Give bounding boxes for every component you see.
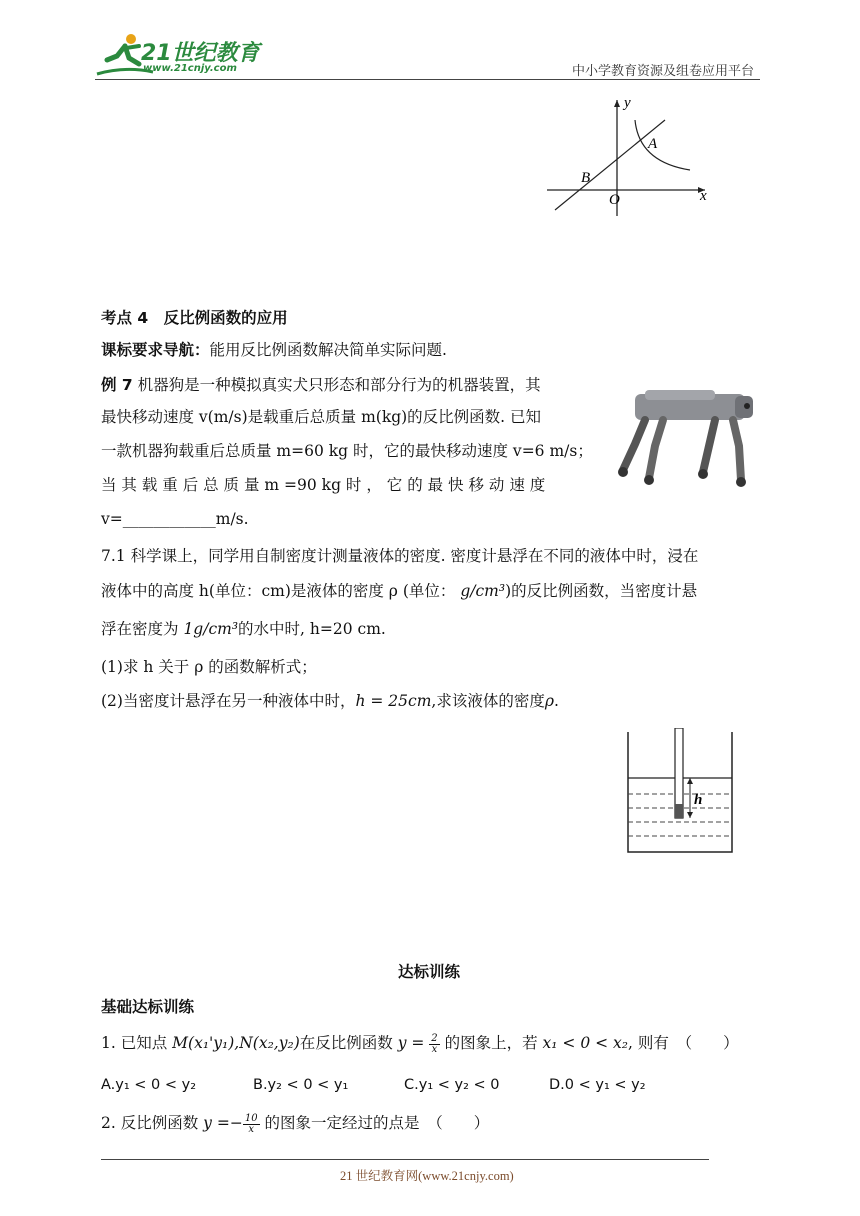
example7-line2: 最快移动速度 v(m/s)是载重后总质量 m(kg)的反比例函数. 已知 [101,408,542,426]
q1-points: M(x₁'y₁),N(x₂,y₂) [172,1034,300,1052]
training-title: 达标训练 [398,963,461,981]
problem71-q1: (1)求 h 关于 ρ 的函数解析式； [101,658,317,676]
option-b[interactable]: B.y₂ < 0 < y₁ [253,1077,349,1093]
x-axis-label: x [700,188,707,204]
origin-label: O [609,192,620,208]
problem71-line1: 7.1 科学课上，同学用自制密度计测量液体的密度. 密度计悬浮在不同的液体中时，浸在 [101,547,699,565]
header-divider [95,79,760,80]
nav-line [101,339,447,361]
point-a-label: A [648,136,658,152]
height-label: h [694,792,703,808]
q2-fraction: $\frac{10}{x}$ [244,1112,258,1135]
option-c[interactable]: C.y₁ < y₂ < 0 [404,1077,500,1093]
logo-title: 21世纪教育 [141,41,260,66]
water-density: 1g/cm³ [183,620,239,638]
example7-line4: 当 其 载 重 后 总 质 量 m =90 kg 时 ， 它 的 最 快 移 动 速 度 [101,476,546,494]
section-title: 考点 4 反比例函数的应用 [101,309,288,327]
y-axis-label: y [624,95,631,111]
nav-text: 能用反比例函数解决简单实际问题. [209,341,447,359]
option-a[interactable]: A.y₁ < 0 < y₂ [101,1077,197,1093]
training-q1: 1. 已知点 M(x₁'y₁),N(x₂,y₂)在反比例函数 y = $\frac{2}{x}$ 的图象上，若 x₁ < 0 < x₂, 则有 （ ） [101,1032,739,1055]
density-unit: g/cm³ [460,582,506,600]
hyperbola-graph [545,92,715,222]
robot-dog-image [605,382,765,492]
point-b-label: B [581,170,591,186]
example7-line5: v=____________m/s. [101,510,249,528]
beaker-figure [620,728,740,858]
footer-divider [101,1159,709,1160]
q1-fraction: $\frac{2}{x}$ [431,1032,438,1055]
logo-url: www.21cnjy.com [143,63,237,74]
problem71-line2: 液体中的高度 h(单位：cm)是液体的密度 ρ (单位： g/cm³)的反比例函数，当密度计悬 [101,582,698,600]
problem71-line3: 浮在密度为 1g/cm³的水中时, h=20 cm. [101,620,386,638]
site-logo [95,30,265,78]
training-q2: 2. 反比例函数 y =− $\frac{10}{x}$ 的图象一定经过的点是 （ ） [101,1112,490,1135]
problem71-q2: (2)当密度计悬浮在另一种液体中时，h = 25cm,求该液体的密度ρ. [101,692,559,710]
nav-label: 课标要求导航： [101,341,210,359]
example7-line3: 一款机器狗载重后总质量 m=60 kg 时，它的最快移动速度 v=6 m/s； [101,442,593,460]
footer-text: 21 世纪教育网(www.21cnjy.com) [340,1169,514,1183]
height-equation: h = 25cm [355,692,432,710]
q1-condition: x₁ < 0 < x₂ [542,1034,628,1052]
example7-label: 例 7 [101,376,133,394]
training-subtitle: 基础达标训练 [101,998,195,1016]
option-d[interactable]: D.0 < y₁ < y₂ [549,1077,646,1093]
header-right-text: 中小学教育资源及组卷应用平台 [572,64,755,79]
example7-line1: 例 7 机器狗是一种模拟真实犬只形态和部分行为的机器装置，其 [101,376,541,394]
